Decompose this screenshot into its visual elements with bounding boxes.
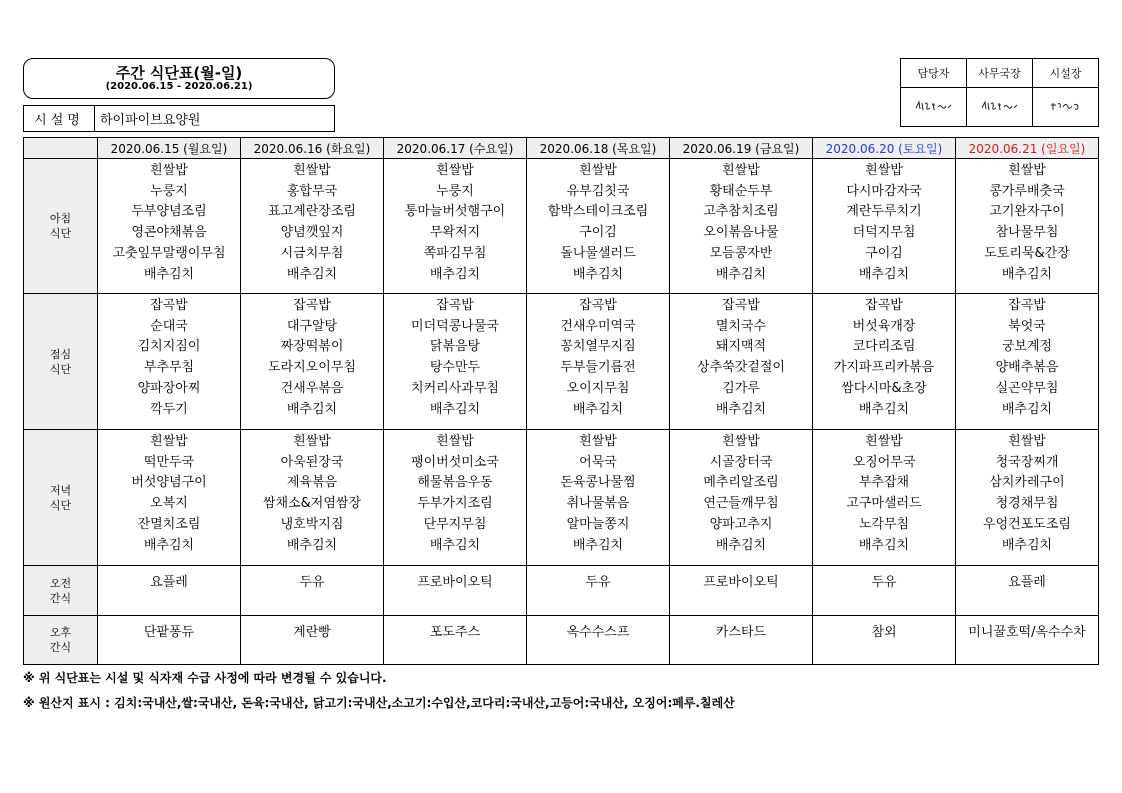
menu-item: 취나물볶음 (566, 496, 630, 512)
menu-cell (241, 159, 384, 294)
menu-item: 돌나물샐러드 (560, 245, 636, 261)
snack-cell: 단팥퐁듀 (98, 616, 241, 665)
menu-item: 배추김치 (286, 266, 338, 282)
morning-snack-label (24, 566, 98, 616)
menu-item: 흰쌀밥 (1008, 434, 1046, 449)
menu-cell (670, 430, 813, 566)
day-header-thu: 2020.06.18 (목요일) (527, 138, 670, 159)
day-header-fri: 2020.06.19 (금요일) (670, 138, 813, 159)
menu-item: 두부가지조림 (417, 496, 493, 512)
menu-item: 쌈다시마&초장 (841, 380, 927, 396)
menu-cell (241, 294, 384, 430)
snack-cell: 요플레 (98, 566, 241, 616)
snack-cell: 참외 (813, 616, 956, 665)
menu-item: 북엇국 (1008, 318, 1046, 334)
menu-item: 배추김치 (715, 266, 767, 282)
menu-item: 배추김치 (429, 266, 481, 282)
row-label-text: 식단 (49, 227, 72, 240)
day-header-sun: 2020.06.21 (일요일) (956, 138, 1099, 159)
menu-item: 흰쌀밥 (436, 434, 474, 449)
menu-item: 도토리묵&간장 (984, 245, 1070, 261)
menu-item: 오징어무국 (852, 454, 916, 470)
row-label-text: 식단 (49, 362, 72, 376)
menu-cell (384, 294, 527, 430)
approval-header-head: 시설장 (1033, 59, 1099, 88)
menu-cell (956, 430, 1099, 566)
facility-name: 하이파이브요양원 (100, 113, 201, 128)
day-header-mon: 2020.06.15 (월요일) (98, 138, 241, 159)
menu-item: 고기완자구이 (989, 204, 1065, 220)
row-label-text: 저녁 (49, 483, 72, 497)
note-origin: ※ 원산지 표시 : 김치:국내산,쌀:국내산, 돈육:국내산, 닭고기:국내산,소고기:수입산,코다리:국내산,고등어:국내산, 오징어:페루.칠레산 (23, 696, 735, 710)
approval-sign-manager (901, 88, 967, 127)
snack-cell: 카스타드 (670, 616, 813, 665)
row-label-text: 식단 (49, 498, 72, 512)
menu-item: 배추김치 (858, 266, 910, 282)
menu-item: 시금치무침 (280, 245, 344, 261)
menu-item: 배추김치 (429, 401, 481, 417)
menu-item: 통마늘버섯햄구이 (404, 204, 506, 220)
menu-item: 오복지 (150, 496, 188, 512)
menu-item: 돼지맥적 (715, 339, 767, 355)
menu-cell (670, 159, 813, 294)
menu-item: 잡곡밥 (865, 298, 903, 313)
menu-item: 배추김치 (143, 266, 195, 282)
day-header-row (24, 138, 1099, 159)
dinner-label (24, 430, 98, 566)
menu-item: 코다리조림 (852, 339, 916, 355)
menu-item: 잡곡밥 (722, 298, 760, 313)
snack-cell: 프로바이오틱 (670, 566, 813, 616)
menu-item: 배추김치 (286, 401, 338, 417)
menu-item: 가지파프리카볶음 (833, 360, 935, 376)
afternoon-snack-label (24, 616, 98, 665)
menu-item: 배추김치 (286, 537, 338, 553)
menu-item: 깍두기 (150, 401, 188, 417)
menu-item: 알마늘쫑지 (566, 516, 630, 532)
menu-item: 흰쌀밥 (579, 434, 617, 449)
menu-item: 부추잡채 (858, 475, 910, 491)
menu-item: 잡곡밥 (293, 298, 331, 313)
menu-item: 두부양념조림 (131, 204, 207, 220)
menu-item: 우엉건포도조림 (983, 516, 1071, 532)
menu-item: 부추무침 (143, 360, 195, 376)
row-label-text: 점심 (49, 347, 72, 361)
menu-item: 더덕지무침 (852, 225, 916, 241)
approval-sign-director (967, 88, 1033, 127)
approval-table (900, 58, 1099, 127)
menu-item: 흰쌀밥 (293, 163, 331, 178)
snack-cell: 미니꿀호떡/옥수수차 (956, 616, 1099, 665)
menu-item: 양파장아찌 (137, 380, 201, 396)
row-label-text: 간식 (49, 591, 72, 605)
menu-item: 양념깻잎지 (280, 225, 344, 241)
morning-snack-row (24, 566, 1099, 616)
menu-item: 잡곡밥 (436, 298, 474, 313)
menu-item: 배추김치 (1001, 537, 1053, 553)
menu-item: 김가루 (722, 380, 760, 396)
page-title: 주간 식단표(월-일) (115, 64, 243, 82)
snack-cell: 포도주스 (384, 616, 527, 665)
menu-item: 탕수만두 (429, 360, 481, 376)
menu-item: 미더덕콩나물국 (411, 318, 499, 334)
menu-cell (98, 159, 241, 294)
menu-item: 노각무침 (858, 516, 910, 532)
menu-item: 배추김치 (572, 401, 624, 417)
menu-item: 영콘야채볶음 (131, 225, 207, 241)
menu-item: 흰쌀밥 (722, 434, 760, 449)
menu-item: 표고계란장조림 (268, 204, 356, 220)
signature-2 (980, 99, 1020, 113)
menu-item: 구이김 (579, 225, 617, 241)
corner-cell (24, 138, 98, 159)
menu-item: 콩가루배춧국 (989, 183, 1065, 199)
menu-item: 상추쑥갓겉절이 (697, 360, 785, 376)
menu-item: 흰쌀밥 (1008, 163, 1046, 178)
menu-cell (956, 294, 1099, 430)
note-change-notice: ※ 위 식단표는 시설 및 식자재 수급 사정에 따라 변경될 수 있습니다. (23, 671, 387, 685)
menu-item: 잡곡밥 (1008, 298, 1046, 313)
menu-item: 배추김치 (143, 537, 195, 553)
menu-item: 배추김치 (572, 537, 624, 553)
menu-item: 김치지짐이 (137, 339, 201, 355)
menu-item: 떡만두국 (143, 454, 195, 470)
notes (23, 670, 735, 720)
menu-cell (98, 430, 241, 566)
menu-cell (384, 159, 527, 294)
afternoon-snack-row (24, 616, 1099, 665)
menu-item: 배추김치 (1001, 401, 1053, 417)
menu-item: 함박스테이크조림 (547, 204, 649, 220)
menu-item: 계란두루치기 (846, 204, 922, 220)
menu-item: 삼치카레구이 (989, 475, 1065, 491)
menu-cell (241, 430, 384, 566)
menu-item: 배추김치 (715, 537, 767, 553)
dinner-row (24, 430, 1099, 566)
menu-item: 흰쌀밥 (722, 163, 760, 178)
menu-item: 흰쌀밥 (436, 163, 474, 178)
weekly-menu-table (23, 137, 1099, 665)
row-label-text: 오전 (49, 576, 72, 590)
menu-item: 치커리사과무침 (411, 380, 499, 396)
menu-item: 잔멸치조림 (137, 516, 201, 532)
menu-item: 누룽지 (150, 183, 188, 199)
menu-item: 참나물무침 (995, 225, 1059, 241)
row-label-text: 간식 (49, 641, 72, 654)
menu-item: 도라지오이무침 (268, 360, 356, 376)
menu-item: 꽁치열무지짐 (560, 339, 636, 355)
menu-item: 흰쌀밥 (865, 434, 903, 449)
snack-cell: 두유 (241, 566, 384, 616)
menu-item: 버섯양념구이 (131, 475, 207, 491)
menu-cell (527, 294, 670, 430)
menu-item: 잡곡밥 (579, 298, 617, 313)
menu-item: 어묵국 (579, 454, 617, 470)
menu-item: 고춧잎무말랭이무침 (112, 245, 226, 261)
menu-item: 청국장찌개 (995, 454, 1059, 470)
snack-cell: 두유 (527, 566, 670, 616)
menu-item: 구이김 (865, 245, 903, 261)
menu-item: 팽이버섯미소국 (411, 454, 499, 470)
menu-cell (527, 430, 670, 566)
menu-item: 배추김치 (858, 401, 910, 417)
menu-item: 두부들기름전 (560, 360, 636, 376)
menu-item: 아욱된장국 (280, 454, 344, 470)
menu-item: 유부김칫국 (566, 183, 630, 199)
menu-item: 메추리알조림 (703, 475, 779, 491)
menu-item: 시골장터국 (709, 454, 773, 470)
menu-item: 양파고추지 (709, 516, 773, 532)
menu-item: 흰쌀밥 (865, 163, 903, 178)
menu-cell (384, 430, 527, 566)
menu-cell (813, 159, 956, 294)
day-header-sat: 2020.06.20 (토요일) (813, 138, 956, 159)
menu-item: 오이볶음나물 (703, 225, 779, 241)
menu-item: 제육볶음 (286, 475, 338, 491)
menu-item: 쌈채소&저염쌈장 (262, 496, 362, 512)
snack-cell: 프로바이오틱 (384, 566, 527, 616)
menu-cell (813, 294, 956, 430)
menu-item: 배추김치 (429, 537, 481, 553)
menu-item: 멸치국수 (715, 318, 767, 334)
menu-item: 청경채무침 (995, 496, 1059, 512)
menu-item: 대구알탕 (286, 318, 338, 334)
menu-item: 황태순두부 (709, 183, 773, 199)
snack-cell: 두유 (813, 566, 956, 616)
period-range: (2020.06.15 - 2020.06.21) (105, 81, 253, 92)
menu-item: 건새우볶음 (280, 380, 344, 396)
title-box (23, 58, 335, 99)
menu-item: 오이지무침 (566, 380, 630, 396)
menu-item: 실곤약무침 (995, 380, 1059, 396)
menu-cell (98, 294, 241, 430)
snack-cell: 계란빵 (241, 616, 384, 665)
menu-item: 누룽지 (436, 183, 474, 199)
lunch-label (24, 294, 98, 430)
menu-item: 버섯육개장 (852, 318, 916, 334)
menu-item: 돈육콩나물찜 (560, 475, 636, 491)
menu-item: 단무지무침 (423, 516, 487, 532)
facility-row (23, 105, 335, 132)
breakfast-row (24, 159, 1099, 294)
row-label-text: 아침 (49, 212, 72, 225)
menu-item: 흰쌀밥 (150, 434, 188, 449)
menu-item: 해물볶음우동 (417, 475, 493, 491)
lunch-row (24, 294, 1099, 430)
menu-item: 다시마감자국 (846, 183, 922, 199)
menu-cell (670, 294, 813, 430)
day-header-tue: 2020.06.16 (화요일) (241, 138, 384, 159)
menu-cell (956, 159, 1099, 294)
menu-item: 배추김치 (715, 401, 767, 417)
facility-label: 시설명 (24, 106, 95, 131)
menu-item: 고추참치조림 (703, 204, 779, 220)
menu-item: 배추김치 (572, 266, 624, 282)
menu-item: 흰쌀밥 (150, 163, 188, 178)
menu-item: 짜장떡볶이 (280, 339, 344, 355)
breakfast-label (24, 159, 98, 294)
menu-item: 홍합무국 (286, 183, 338, 199)
menu-item: 건새우미역국 (560, 318, 636, 334)
menu-item: 잡곡밥 (150, 298, 188, 313)
menu-item: 양배추볶음 (995, 360, 1059, 376)
menu-item: 궁보계정 (1001, 339, 1053, 355)
day-header-wed: 2020.06.17 (수요일) (384, 138, 527, 159)
snack-cell: 요플레 (956, 566, 1099, 616)
row-label-text: 오후 (49, 626, 72, 639)
approval-sign-head (1033, 88, 1099, 127)
signature-3 (1050, 99, 1082, 113)
menu-item: 고구마샐러드 (846, 496, 922, 512)
menu-item: 닭볶음탕 (429, 339, 481, 355)
menu-item: 순대국 (150, 318, 188, 334)
approval-header-director: 사무국장 (967, 59, 1033, 88)
menu-item: 쪽파김무침 (423, 245, 487, 261)
snack-cell: 옥수수스프 (527, 616, 670, 665)
menu-item: 냉호박지짐 (280, 516, 344, 532)
menu-item: 배추김치 (858, 537, 910, 553)
menu-item: 무왁저지 (429, 225, 481, 241)
menu-item: 배추김치 (1001, 266, 1053, 282)
menu-cell (527, 159, 670, 294)
menu-item: 연근들깨무침 (703, 496, 779, 512)
signature-1 (914, 99, 954, 113)
menu-item: 흰쌀밥 (293, 434, 331, 449)
menu-item: 흰쌀밥 (579, 163, 617, 178)
menu-item: 모듬콩자반 (709, 245, 773, 261)
menu-cell (813, 430, 956, 566)
approval-header-manager: 담당자 (901, 59, 967, 88)
